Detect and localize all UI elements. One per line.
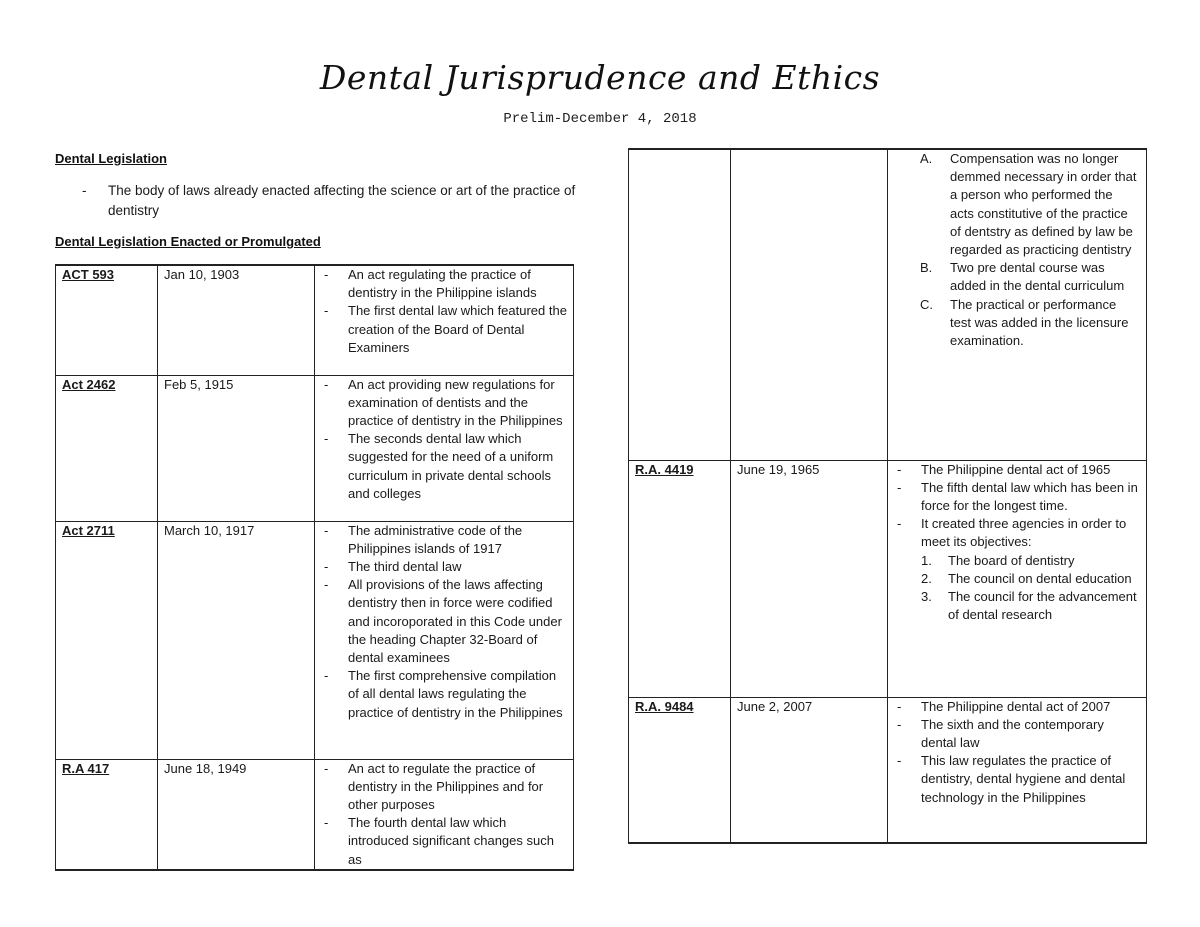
list-marker: 1. <box>921 552 932 568</box>
list-item: - An act regulating the practice of dentistry in the Philippine islands <box>348 266 567 302</box>
list-item: - The Philippine dental act of 2007 <box>921 698 1140 716</box>
list-item: - An act to regulate the practice of dentistry in the Philippines and for other purposes <box>348 760 567 815</box>
table-row <box>56 375 574 521</box>
left-legislation-table <box>55 264 574 871</box>
act-name: R.A. 9484 <box>635 698 694 714</box>
list-item: - The first dental law which featured the creation of the Board of Dental Examiners <box>348 302 567 357</box>
list-marker: 2. <box>921 570 932 586</box>
list-item: - It created three agencies in order to meet its objectives: <box>921 515 1140 551</box>
list-text: The practical or performance test was added in the licensure examination. <box>950 296 1129 349</box>
list-item <box>921 552 1140 570</box>
act-name: Act 2711 <box>62 522 115 538</box>
right-legislation-table <box>628 148 1147 844</box>
table-row <box>56 759 574 870</box>
act-date: June 2, 2007 <box>737 698 813 714</box>
act-description-list <box>321 266 567 357</box>
list-item: - The third dental law <box>348 558 567 576</box>
act-description-list <box>321 376 567 503</box>
list-text: The board of dentistry <box>948 552 1075 568</box>
act-description-list <box>894 698 1140 807</box>
definition-text: The body of laws already enacted affecting the science or art of the practice of dentistry <box>108 183 576 218</box>
table-row <box>629 460 1147 697</box>
list-text: The council for the advancement of dental research <box>948 588 1137 623</box>
page-subtitle: Prelim-December 4, 2018 <box>503 111 697 127</box>
list-item: - The fourth dental law which introduced significant changes such as <box>348 814 567 869</box>
list-item <box>920 150 1140 259</box>
act-date: June 19, 1965 <box>737 461 820 477</box>
table-row <box>56 521 574 759</box>
list-marker: B. <box>920 260 933 276</box>
table-row <box>629 149 1147 460</box>
list-item <box>921 570 1140 588</box>
table-row <box>629 697 1147 843</box>
act-description-list <box>894 461 1140 552</box>
list-item: - The Philippine dental act of 1965 <box>921 461 1140 479</box>
act-description-list <box>321 760 567 869</box>
act-date: Feb 5, 1915 <box>164 376 234 392</box>
list-marker: C. <box>920 296 933 312</box>
page-title: Dental Jurisprudence and Ethics <box>319 58 881 97</box>
list-item <box>920 259 1140 295</box>
list-item: - The fifth dental law which has been in force for the longest time. <box>921 479 1140 515</box>
list-marker: A. <box>920 151 933 166</box>
list-item: - The administrative code of the Philippines islands of 1917 <box>348 522 567 558</box>
list-text: The council on dental education <box>948 570 1132 586</box>
act-date: March 10, 1917 <box>164 522 255 538</box>
list-item <box>920 296 1140 351</box>
act-date: Jan 10, 1903 <box>164 267 240 282</box>
act-description-list <box>321 522 567 722</box>
section-heading-dental-legislation: Dental Legislation <box>55 151 167 166</box>
list-text: Compensation was no longer demmed necessary in order that a person who performed the acts constitutive of the practice of dentstry as defined by law be regarded as practicing dentistry <box>950 151 1137 258</box>
ra417-changes-list <box>920 150 1140 350</box>
dash-bullet: - <box>82 183 87 198</box>
act-name: R.A. 4419 <box>635 461 694 477</box>
act-name: ACT 593 <box>62 267 115 282</box>
agencies-list <box>894 552 1140 625</box>
list-item <box>921 588 1140 624</box>
list-marker: 3. <box>921 588 932 604</box>
definition-bullet <box>82 181 582 221</box>
list-item: - The seconds dental law which suggested for the need of a uniform curriculum in private dental schools and colleges <box>348 430 567 503</box>
list-item: - The sixth and the contemporary dental law <box>921 716 1140 752</box>
table-row <box>56 265 574 375</box>
act-name: R.A 417 <box>62 760 110 776</box>
list-item: - An act providing new regulations for examination of dentists and the practice of dentistry in the Philippines <box>348 376 567 431</box>
act-date: June 18, 1949 <box>164 760 247 776</box>
act-name: Act 2462 <box>62 376 116 392</box>
list-item: - This law regulates the practice of dentistry, dental hygiene and dental technology in the Philippines <box>921 752 1140 807</box>
section-heading-enacted-laws: Dental Legislation Enacted or Promulgated <box>55 234 321 249</box>
list-item: - The first comprehensive compilation of all dental laws regulating the practice of dentistry in the Philippines <box>348 667 567 722</box>
list-text: Two pre dental course was added in the dental curriculum <box>950 260 1125 294</box>
list-item: - All provisions of the laws affecting dentistry then in force were codified and incoroporated in this Code under the heading Chapter 32-Board of dental examinees <box>348 576 567 667</box>
